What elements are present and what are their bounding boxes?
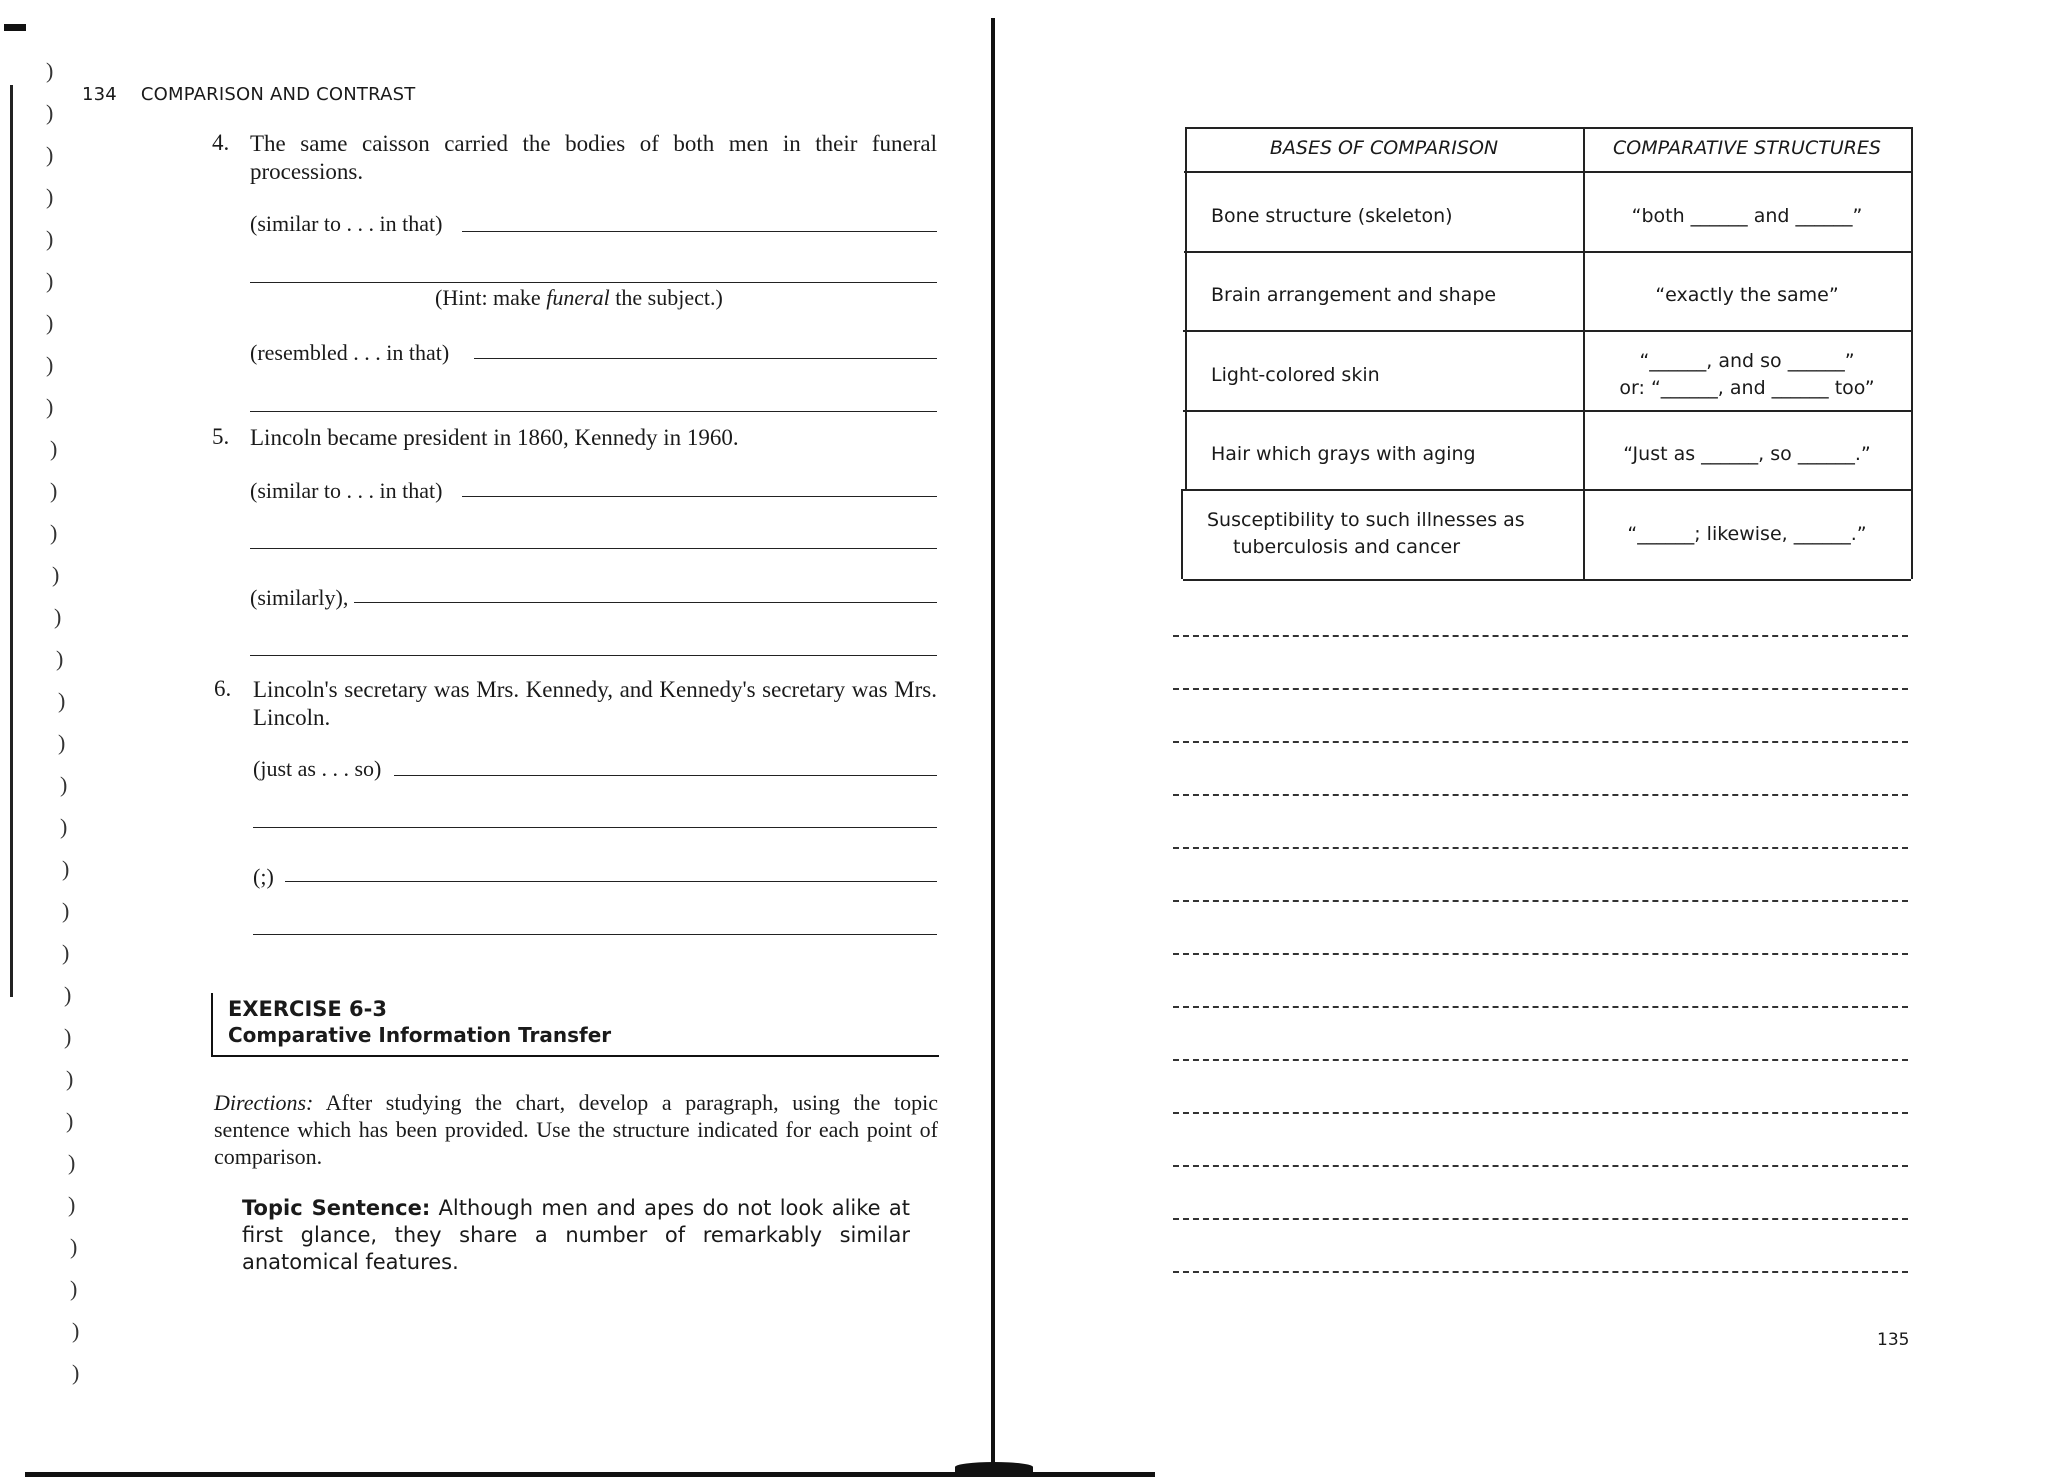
writing-line[interactable]: [1173, 1165, 1908, 1167]
binding-mark: ): [60, 814, 68, 839]
answer-line[interactable]: [253, 934, 937, 935]
page-edge-mark: [4, 24, 26, 31]
binding-mark: ): [56, 646, 64, 671]
left-page-edge: [10, 85, 13, 997]
writing-line[interactable]: [1173, 1218, 1908, 1220]
topic-text: Although men and apes do not look alike at first glance, they share a number of remarkably similar anatomical features.: [242, 1196, 910, 1274]
item-number: 4.: [212, 130, 230, 155]
binding-mark: ): [64, 982, 72, 1007]
table-rule: [1911, 127, 1913, 579]
hint-after: the subject.): [609, 285, 723, 310]
writing-line[interactable]: [1173, 794, 1908, 796]
writing-line[interactable]: [1173, 1112, 1908, 1114]
answer-line[interactable]: [394, 775, 937, 776]
book-spine-foot: [955, 1462, 1033, 1472]
cue-label: (similar to . . . in that): [250, 478, 443, 503]
answer-line[interactable]: [462, 496, 937, 497]
binding-mark: ): [72, 1360, 80, 1385]
item-number: 5.: [212, 424, 230, 449]
writing-line[interactable]: [1173, 1271, 1908, 1273]
cue-label: (;): [253, 864, 274, 889]
binding-mark: ): [46, 184, 54, 209]
chapter-title: COMPARISON AND CONTRAST: [140, 84, 416, 105]
item-text: The same caisson carried the bodies of both men in their funeral processions.: [250, 131, 937, 184]
table-cell-basis: Bone structure (skeleton): [1211, 205, 1453, 227]
binding-mark: ): [46, 226, 54, 251]
answer-line[interactable]: [474, 358, 937, 359]
page-number: 134: [82, 84, 117, 105]
item-text: Lincoln's secretary was Mrs. Kennedy, and Kennedy's secretary was Mrs. Lincoln.: [253, 677, 937, 730]
writing-line[interactable]: [1173, 741, 1908, 743]
table-rule: [1185, 127, 1187, 489]
binding-mark: ): [60, 772, 68, 797]
column-header: COMPARATIVE STRUCTURES: [1612, 137, 1881, 159]
binding-mark: ): [70, 1276, 78, 1301]
table-cell-structure: “______, and so ______”: [1639, 350, 1855, 372]
exercise-title: Comparative Information Transfer: [228, 1023, 612, 1047]
page-number: 135: [1877, 1330, 1910, 1350]
binding-mark: ): [52, 562, 60, 587]
table-cell-structure: “exactly the same”: [1655, 284, 1839, 306]
binding-mark: ): [66, 1066, 74, 1091]
writing-line[interactable]: [1173, 1006, 1908, 1008]
binding-mark: ): [50, 520, 58, 545]
binding-mark: ): [46, 100, 54, 125]
binding-mark: ): [68, 1192, 76, 1217]
answer-line[interactable]: [354, 602, 937, 603]
binding-mark: ): [50, 478, 58, 503]
table-rule: [1183, 579, 1911, 581]
binding-mark: ): [62, 856, 70, 881]
binding-mark: ): [64, 1024, 72, 1049]
table-rule: [1184, 171, 1913, 173]
table-rule: [1185, 127, 1913, 129]
answer-line[interactable]: [250, 411, 937, 412]
hint-before: (Hint: make: [435, 285, 547, 310]
table-cell-basis: Light-colored skin: [1211, 364, 1380, 386]
hint-text: [435, 285, 723, 311]
binding-mark: ): [54, 604, 62, 629]
binding-mark: ): [70, 1234, 78, 1259]
writing-line[interactable]: [1173, 953, 1908, 955]
directions-label: Directions:: [214, 1090, 314, 1115]
column-header: BASES OF COMPARISON: [1269, 137, 1499, 159]
comparison-table: [1183, 127, 1913, 579]
answer-line[interactable]: [250, 548, 937, 549]
table-rule: [1184, 251, 1912, 253]
binding-mark: ): [62, 898, 70, 923]
item-text: Lincoln became president in 1860, Kennedy in 1960.: [250, 425, 739, 450]
writing-line[interactable]: [1173, 847, 1908, 849]
table-rule: [1183, 410, 1911, 412]
exercise-number: EXERCISE 6-3: [228, 997, 387, 1021]
binding-mark: ): [46, 142, 54, 167]
topic-sentence: [242, 1195, 910, 1276]
binding-mark: ): [62, 940, 70, 965]
table-rule: [1183, 489, 1911, 491]
cue-label: (similarly),: [250, 585, 349, 610]
writing-line[interactable]: [1173, 900, 1908, 902]
binding-mark: ): [46, 352, 54, 377]
writing-line[interactable]: [1173, 635, 1908, 637]
table-cell-structure: “both ______ and ______”: [1631, 205, 1863, 227]
answer-line[interactable]: [250, 655, 937, 656]
directions-paragraph: [214, 1089, 938, 1170]
writing-line[interactable]: [1173, 688, 1908, 690]
cue-label: (similar to . . . in that): [250, 211, 443, 236]
page-bottom-edge: [25, 1472, 1155, 1477]
binding-mark: ): [66, 1108, 74, 1133]
item-number: 6.: [214, 676, 232, 701]
topic-label: Topic Sentence:: [242, 1196, 431, 1220]
answer-line[interactable]: [253, 827, 937, 828]
binding-mark: ): [58, 730, 66, 755]
answer-line[interactable]: [250, 282, 937, 283]
binding-mark: ): [58, 688, 66, 713]
table-cell-basis-cont: tuberculosis and cancer: [1233, 536, 1461, 558]
book-spine: [991, 18, 995, 1473]
binding-mark: ): [50, 436, 58, 461]
binding-mark: ): [46, 394, 54, 419]
table-cell-structure: “______; likewise, ______.”: [1627, 523, 1867, 545]
table-cell-structure-alt: or: “______, and ______ too”: [1619, 377, 1875, 399]
binding-mark: ): [46, 310, 54, 335]
table-cell-structure: “Just as ______, so ______.”: [1623, 443, 1871, 465]
hint-emphasis: funeral: [546, 285, 610, 310]
cue-label: (resembled . . . in that): [250, 340, 450, 365]
binding-mark: ): [46, 58, 54, 83]
table-rule: [1183, 330, 1911, 332]
answer-line[interactable]: [285, 881, 937, 882]
binding-mark: ): [46, 268, 54, 293]
table-cell-basis: Brain arrangement and shape: [1211, 284, 1497, 306]
writing-line[interactable]: [1173, 1059, 1908, 1061]
binding-mark: ): [68, 1150, 76, 1175]
running-head: [82, 84, 415, 105]
table-cell-basis: Susceptibility to such illnesses as: [1207, 509, 1525, 531]
table-cell-basis: Hair which grays with aging: [1211, 443, 1476, 465]
table-rule: [1181, 489, 1183, 579]
binding-mark: ): [72, 1318, 80, 1343]
directions-text: After studying the chart, develop a paragraph, using the topic sentence which has been provided. Use the structure indicated for each point of comparison.: [214, 1090, 938, 1169]
answer-line[interactable]: [462, 231, 937, 232]
cue-label: (just as . . . so): [253, 756, 382, 781]
